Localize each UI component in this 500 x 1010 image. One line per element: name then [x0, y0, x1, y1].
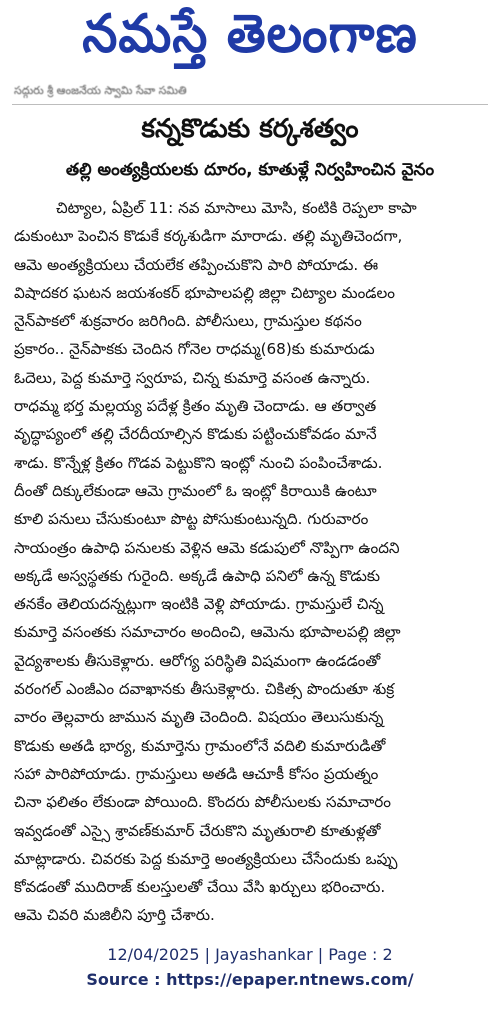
- newspaper-masthead: [0, 0, 500, 80]
- article-body-line: వారం తెల్లవారు జామున మృతి చెందింది. విషయం తెలుసుకున్న: [14, 708, 384, 727]
- article-body-line: కుమార్తె వసంతకు సమాచారం అందించి, ఆమెను భూపాలపల్లి జిల్లా: [14, 623, 401, 642]
- article-body-line: ప్రకారం.. నైన్‌పాకకు చెందిన గోనెల రాధమ్మ(68)కు కుమారుడు: [14, 340, 375, 359]
- article-body-line: రాధమ్మ భర్త మల్లయ్య పదేళ్ల క్రితం మృతి చెందాడు. ఆ తర్వాత: [14, 397, 377, 416]
- article-body-line: చిట్యాల, ఏప్రిల్ 11: నవ మాసాలు మోసి, కంటికి రెప్పలా కాపా: [56, 199, 417, 217]
- masthead-title: నమస్తే తెలంగాణ: [82, 2, 418, 64]
- article-body-line: డుకుంటూ పెంచిన కొడుకే కర్కశుడిగా మారాడు. తల్లి మృతిచెందగా,: [14, 227, 403, 246]
- article-body-line: ఆమె చివరి మజిలీని పూర్తి చేశారు.: [14, 906, 215, 925]
- article-body: [14, 194, 486, 930]
- article-body-line: సహా పారిపోయాడు. గ్రామస్తులు అతడి ఆచూకీ కోసం ప్రయత్నం: [14, 764, 379, 783]
- article-body-line: దీంతో దిక్కులేకుండా ఆమె గ్రామంలో ఓ ఇంట్లో కిరాయికి ఉంటూ: [14, 481, 377, 500]
- article-body-line: కోవడంతో ముదిరాజ్ కులస్తులతో చేయి వేసి ఖర్చులు భరించారు.: [14, 878, 386, 897]
- article-body-line: శాడు. కొన్నేళ్ల క్రితం గొడవ పెట్టుకొని ఇంట్లో నుంచి పంపించేశాడు.: [14, 453, 383, 472]
- article-body-line: కూలి పనులు చేసుకుంటూ పొట్ట పోసుకుంటున్నది. గురువారం: [14, 510, 369, 529]
- article-body-line: వరంగల్ ఎంజీఎం దవాఖానకు తీసుకెళ్లారు. చికిత్స పొందుతూ శుక్ర: [14, 680, 395, 699]
- article-headline: కన్నకొడుకు కర్కశత్వం: [141, 114, 359, 144]
- article-body-line: అక్కడే అస్వస్థతకు గురైంది. అక్కడే ఉపాధి పనిలో ఉన్న కొడుకు: [14, 566, 381, 585]
- article-body-line: విషాదకర ఘటన జయశంకర్ భూపాలపల్లి జిల్లా చిట్యాల మండలం: [14, 283, 396, 302]
- footer-source: Source : https://epaper.ntnews.com/: [86, 970, 414, 989]
- article-body-line: సాయంత్రం ఉపాధి పనులకు వెళ్లిన ఆమె కడుపులో నొప్పిగా ఉందని: [14, 538, 400, 557]
- article-body-line: నైన్‌పాకలో శుక్రవారం జరిగింది. పోలీసులు, గ్రామస్తుల కథనం: [14, 312, 362, 331]
- article-body-line: ఇవ్వడంతో ఎస్సై శ్రావణ్‌కుమార్ చేరుకొని మృతురాలి కూతుళ్లతో: [14, 821, 381, 840]
- article-body-line: వృద్ధాప్యంలో తల్లి చేరదీయాల్సిన కొడుకు పట్టించుకోవడం మానే: [14, 425, 377, 444]
- article-body-line: మాట్లాడారు. చివరకు పెద్ద కుమార్తె అంత్యక్రియలు చేసేందుకు ఒప్పు: [14, 849, 398, 868]
- top-divider: [12, 104, 488, 105]
- article-body-line: ఆమె అంత్యక్రియలు చేయలేక తప్పించుకొని పారి పోయాడు. ఈ: [14, 255, 379, 274]
- article-body-line: ఓదెలు, పెద్ద కుమార్తె స్వరూప, చిన్న కుమార్తె వసంత ఉన్నారు.: [14, 368, 371, 387]
- article-body-line: కొడుకు అతడి భార్య, కుమార్తెను గ్రామంలోనే వదిలి కుమారుడితో: [14, 736, 386, 755]
- footer-date-edition-page: 12/04/2025 | Jayashankar | Page : 2: [107, 945, 393, 964]
- article-body-line: చినా ఫలితం లేకుండా పోయింది. కొందరు పోలీసులకు సమాచారం: [14, 793, 391, 812]
- cropped-previous-article-text: సద్గురు శ్రీ ఆంజనేయ స్వామి సేవా సమితి: [14, 84, 187, 97]
- article-subheadline: తల్లి అంత్యక్రియలకు దూరం, కూతుళ్లే నిర్వహించిన వైనం: [65, 160, 435, 180]
- article-body-line: వైద్యశాలకు తీసుకెళ్లారు. ఆరోగ్య పరిస్థితి విషమంగా ఉండడంతో: [14, 651, 381, 670]
- article-body-line: తనకేం తెలియదన్నట్లుగా ఇంటికి వెళ్లి పోయాడు. గ్రామస్తులే చిన్న: [14, 595, 384, 614]
